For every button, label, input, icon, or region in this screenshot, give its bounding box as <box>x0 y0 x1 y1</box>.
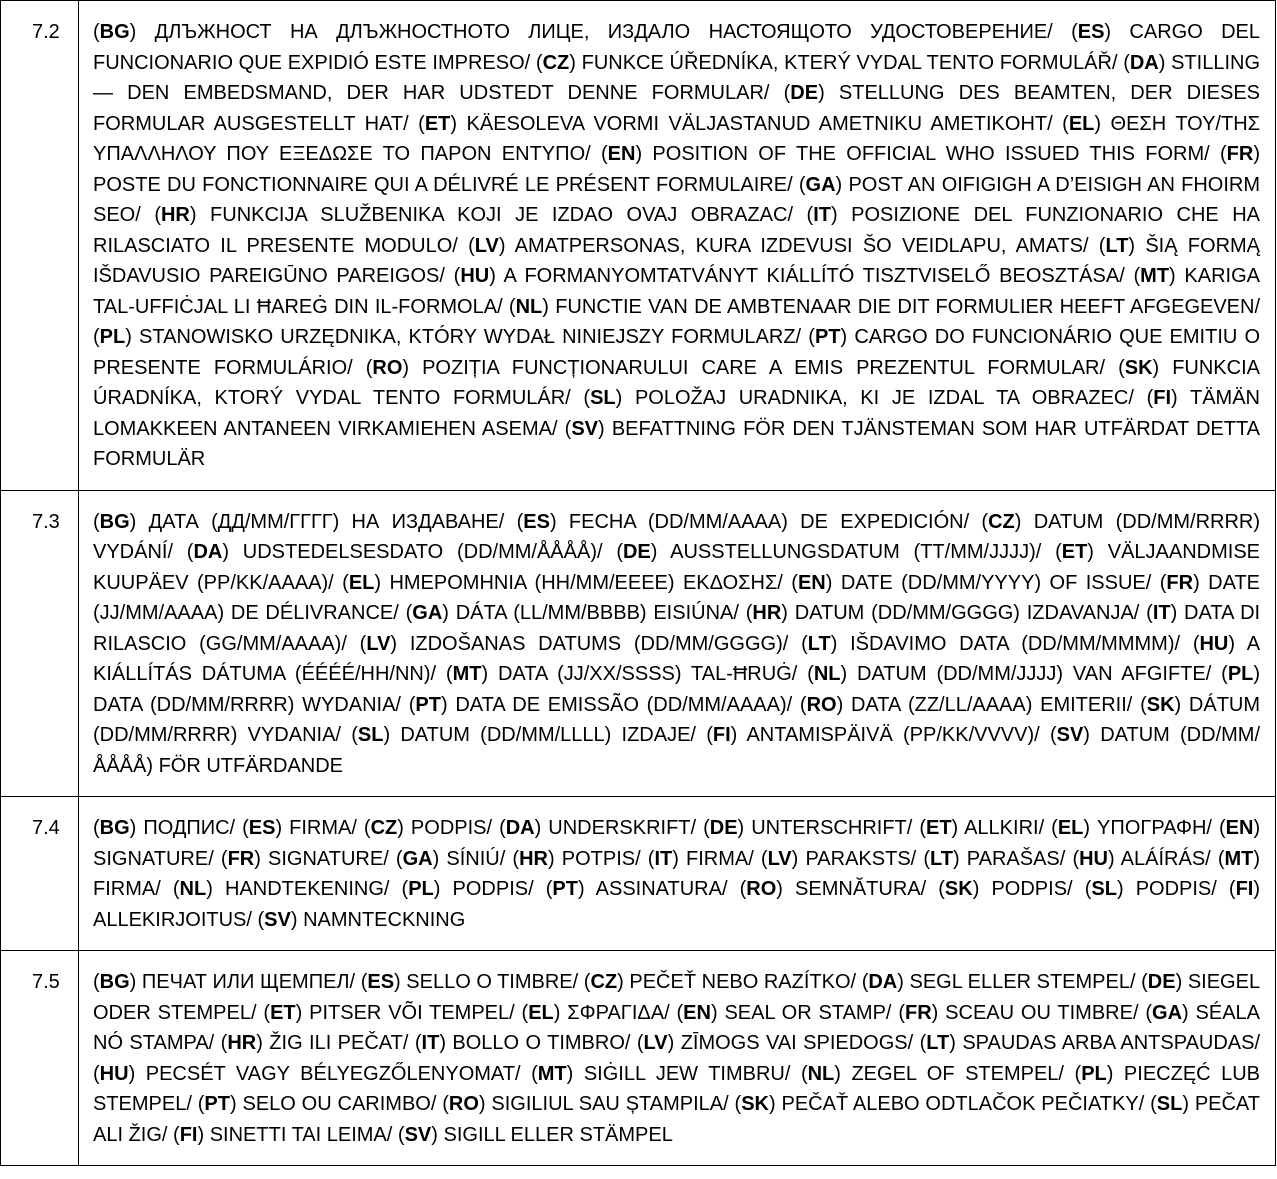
translated-label: UNTERSCHRIFT/ <box>751 817 913 839</box>
translated-label: PECSÉT VAGY BÉLYEGZŐLENYOMAT/ <box>145 1062 521 1085</box>
language-code: LV <box>767 847 792 870</box>
language-code: FI <box>1153 387 1172 409</box>
language-code: RO <box>448 1093 479 1115</box>
language-code: RO <box>372 356 403 379</box>
language-code: MT <box>452 663 482 685</box>
language-code: IT <box>421 1032 440 1054</box>
translated-label: ALLEKIRJOITUS/ <box>93 908 252 931</box>
language-code: SV <box>1056 724 1084 746</box>
language-code: FR <box>905 1001 932 1024</box>
translated-label: ΗΜΕΡΟΜΗΝΙΑ (ΗΗ/ΜΜ/ΕΕΕΕ) ΕΚΔΟΣΗΣ/ <box>389 571 783 594</box>
field-label-translations: (BG) ДЛЪЖНОСТ НА ДЛЪЖНОСТНОТО ЛИЦЕ, ИЗДАЛО НАСТОЯЩОТО УДОСТОВЕРЕНИЕ/ (ES) CARGO DEL FUNCIONARIO QUE EXPIDIÓ ESTE IMPRESO/ (CZ) FUNKCE ÚŘEDNÍKA, KTERÝ VYDAL TENTO FORMULÁŘ/ (DA) STILLING — DEN EMBEDSMAND, DER HAR UDSTEDT DENNE FORMULAR/ (DE) STELLUNG DES BEAMTEN, DER DIESES FORMULAR AUSGESTELLT HAT/ (ET) KÄESOLEVA VORMI VÄLJASTANUD AMETNIKU AMETIKOHT/ (EL) ΘΕΣΗ ΤΟΥ/ΤΗΣ ΥΠΑΛΛΗΛΟΥ ΠΟΥ ΕΞΕΔΩΣΕ ΤΟ ΠΑΡΟΝ ΕΝΤΥΠΟ/ (EN) POSITION OF THE OFFICIAL WHO ISSUED THIS FORM/ (FR) POSTE DU FONCTIONNAIRE QUI A DÉLIVRÉ LE PRÉSENT FORMULAIRE/ (GA) POST AN OIFIGIGH A D’EISIGH AN FHOIRM SEO/ (HR) FUNKCIJA SLUŽBENIKA KOJI JE IZDAO OVAJ OBRAZAC/ (IT) POSIZIONE DEL FUNZIONARIO CHE HA RILASCIATO IL PRESENTE MODULO/ (LV) AMATPERSONAS, KURA IZDEVUSI ŠO VEIDLAPU, AMATS/ (LT) ŠIĄ FORMĄ IŠDAVUSIO PAREIGŪNO PAREIGOS/ (HU) A FORMANYOMTATVÁNYT KIÁLLÍTÓ TISZTVISELŐ BEOSZTÁSA/ (MT) KARIGA TAL-UFFIĊJAL LI ĦAREĠ DIN IL-FORMOLA/ (NL) FUNCTIE VAN DE AMBTENAAR DIE DIT FORMULIER HEEFT AFGEGEVEN/ (PL) STANOWISKO URZĘDNIKA, KTÓRY WYDAŁ NINIEJSZY FORMULARZ/ (PT) CARGO DO FUNCIONÁRIO QUE EMITIU O PRESENTE FORMULÁRIO/ (RO) POZIȚIA FUNCȚIONARULUI CARE A EMIS PREZENTUL FORMULAR/ (SK) FUNKCIA ÚRADNÍKA, KTORÝ VYDAL TENTO FORMULÁR/ (SL) POLOŽAJ URADNIKA, KI JE IZDAL TA OBRAZEC/ (FI) TÄMÄN LOMAKKEEN ANTANEEN VIRKAMIEHEN ASEMA/ (SV) BEFATTNING FÖR DEN TJÄNSTEMAN SOM HAR UTFÄRDAT DETTA FORMULÄR <box>79 1 1276 491</box>
translated-label: SIĠILL JEW TIMBRU/ <box>583 1062 791 1085</box>
language-code: EN <box>1225 817 1254 839</box>
language-code: DA <box>868 971 898 993</box>
translated-label: FIRMA/ <box>289 817 357 839</box>
language-code: HU <box>460 265 490 287</box>
field-number: 7.4 <box>1 797 79 951</box>
translated-label: FIRMA/ <box>686 847 754 870</box>
translated-label: STILLING — DEN EMBEDSMAND, DER HAR UDSTEDT DENNE FORMULAR/ <box>93 51 1261 104</box>
language-code: FR <box>227 847 255 870</box>
translated-label: ALÁÍRÁS/ <box>1120 847 1211 870</box>
translated-label: SEAL OR STAMP/ <box>724 1001 892 1024</box>
language-code: HR <box>160 204 190 226</box>
language-code: CZ <box>370 817 398 839</box>
language-code: BG <box>99 971 130 993</box>
translated-label: DÁTUM (DD/MM/RRRR) VYDANIA/ <box>93 693 1261 746</box>
translated-label: PITSER VÕI TEMPEL/ <box>309 1001 515 1024</box>
translated-label: ΥΠΟΓΡΑΦΗ/ <box>1097 817 1212 839</box>
translated-label: DATE (JJ/MM/AAAA) DE DÉLIVRANCE/ <box>93 571 1260 624</box>
translated-label: FUNKCE ÚŘEDNÍKA, KTERÝ VYDAL TENTO FORMULÁŘ/ <box>581 51 1118 74</box>
translated-label: A FORMANYOMTATVÁNYT KIÁLLÍTÓ TISZTVISELŐ BEOSZTÁSA/ <box>503 265 1125 287</box>
translated-label: A KIÁLLÍTÁS DÁTUMA (ÉÉÉÉ/HH/NN)/ <box>93 632 1261 685</box>
field-label-translations: (BG) ДАТА (ДД/ММ/ГГГГ) НА ИЗДАВАНЕ/ (ES) FECHA (DD/MM/AAAA) DE EXPEDICIÓN/ (CZ) DATUM (DD/MM/RRRR) VYDÁNÍ/ (DA) UDSTEDELSESDATO (DD/MM/ÅÅÅÅ)/ (DE) AUSSTELLUNGSDATUM (TT/MM/JJJJ)/ (ET) VÄLJAANDMISE KUUPÄEV (PP/KK/AAAA)/ (EL) ΗΜΕΡΟΜΗΝΙΑ (ΗΗ/ΜΜ/ΕΕΕΕ) ΕΚΔΟΣΗΣ/ (EN) DATE (DD/MM/YYYY) OF ISSUE/ (FR) DATE (JJ/MM/AAAA) DE DÉLIVRANCE/ (GA) DÁTA (LL/MM/BBBB) EISIÚNA/ (HR) DATUM (DD/MM/GGGG) IZDAVANJA/ (IT) DATA DI RILASCIO (GG/MM/AAAA)/ (LV) IZDOŠANAS DATUMS (DD/MM/GGGG)/ (LT) IŠDAVIMO DATA (DD/MM/MMMM)/ (HU) A KIÁLLÍTÁS DÁTUMA (ÉÉÉÉ/HH/NN)/ (MT) DATA (JJ/XX/SSSS) TAL-ĦRUĠ/ (NL) DATUM (DD/MM/JJJJ) VAN AFGIFTE/ (PL) DATA (DD/MM/RRRR) WYDANIA/ (PT) DATA DE EMISSÃO (DD/MM/AAAA)/ (RO) DATA (ZZ/LL/AAAA) EMITERII/ (SK) DÁTUM (DD/MM/RRRR) VYDANIA/ (SL) DATUM (DD/MM/LLLL) IZDAJE/ (FI) ANTAMISPÄIVÄ (PP/KK/VVVV)/ (SV) DATUM (DD/MM/ÅÅÅÅ) FÖR UTFÄRDANDE <box>79 490 1276 797</box>
translated-label: ANTAMISPÄIVÄ (PP/KK/VVVV)/ <box>746 724 1040 746</box>
translated-label: SIGNATURE/ <box>93 847 214 870</box>
translated-label: ŽIG ILI PEČAT/ <box>269 1032 409 1054</box>
language-code: CZ <box>542 51 570 74</box>
field-number: 7.3 <box>1 490 79 797</box>
translated-label: PODPIS/ <box>991 878 1073 900</box>
translated-label: SELLO O TIMBRE/ <box>406 971 579 993</box>
language-code: HR <box>227 1032 257 1054</box>
field-label-translations: (BG) ПЕЧАТ ИЛИ ЩЕМПЕЛ/ (ES) SELLO O TIMBRE/ (CZ) PEČEŤ NEBO RAZÍTKO/ (DA) SEGL ELLER STEMPEL/ (DE) SIEGEL ODER STEMPEL/ (ET) PITSER VÕI TEMPEL/ (EL) ΣΦΡΑΓΙΔΑ/ (EN) SEAL OR STAMP/ (FR) SCEAU OU TIMBRE/ (GA) SÉALA NÓ STAMPA/ (HR) ŽIG ILI PEČAT/ (IT) BOLLO O TIMBRO/ (LV) ZĪMOGS VAI SPIEDOGS/ (LT) SPAUDAS ARBA ANTSPAUDAS/ (HU) PECSÉT VAGY BÉLYEGZŐLENYOMAT/ (MT) SIĠILL JEW TIMBRU/ (NL) ZEGEL OF STEMPEL/ (PL) PIECZĘĆ LUB STEMPEL/ (PT) SELO OU CARIMBO/ (RO) SIGILIUL SAU ȘTAMPILA/ (SK) PEČAŤ ALEBO ODTLAČOK PEČIATKY/ (SL) PEČAT ALI ŽIG/ (FI) SINETTI TAI LEIMA/ (SV) SIGILL ELLER STÄMPEL <box>79 951 1276 1166</box>
translated-label: HANDTEKENING/ <box>224 878 390 900</box>
language-code: ES <box>523 510 550 533</box>
language-code: FI <box>179 1123 198 1146</box>
translated-label: PIECZĘĆ LUB STEMPEL/ <box>93 1062 1261 1115</box>
translated-label: IŠDAVIMO DATA (DD/MM/MMMM)/ <box>850 632 1181 655</box>
language-code: ET <box>424 112 451 135</box>
language-code: DE <box>790 82 819 104</box>
translated-label: VÄLJAANDMISE KUUPÄEV (PP/KK/AAAA)/ <box>93 541 1260 594</box>
translated-label: ZĪMOGS VAI SPIEDOGS/ <box>680 1032 914 1054</box>
language-code: DA <box>1129 51 1159 74</box>
translated-label: DATUM (DD/MM/ÅÅÅÅ) FÖR UTFÄRDANDE <box>93 724 1261 777</box>
language-code: GA <box>1152 1001 1183 1024</box>
translated-label: DATUM (DD/MM/RRRR) VYDÁNÍ/ <box>93 510 1261 563</box>
language-code: LT <box>807 632 831 655</box>
translated-label: KÄESOLEVA VORMI VÄLJASTANUD AMETNIKU AMETIKOHT/ <box>466 112 1053 135</box>
language-code: SL <box>1156 1093 1183 1115</box>
translated-label: SCEAU OU TIMBRE/ <box>945 1001 1139 1024</box>
language-code: FR <box>1166 571 1194 594</box>
language-code: SV <box>264 908 291 931</box>
language-code: BG <box>99 21 130 43</box>
language-code: ES <box>1077 21 1105 43</box>
table-row <box>1 951 1276 1166</box>
translated-label: SEGL ELLER STEMPEL/ <box>909 971 1136 993</box>
table-row <box>1 490 1276 797</box>
translated-label: POZIȚIA FUNCȚIONARULUI CARE A EMIS PREZENTUL FORMULAR/ <box>422 356 1106 379</box>
language-code: PL <box>1227 663 1254 685</box>
field-number: 7.5 <box>1 951 79 1166</box>
translated-label: IZDOŠANAS DATUMS (DD/MM/GGGG)/ <box>409 632 789 655</box>
language-code: HU <box>1079 847 1108 870</box>
translated-label: KARIGA TAL-UFFIĊJAL LI ĦAREĠ DIN IL-FORMOLA/ <box>93 265 1260 318</box>
translated-label: ПОДПИС/ <box>143 817 236 839</box>
translated-label: PEČAT ALI ŽIG/ <box>93 1093 1261 1146</box>
translated-label: BOLLO O TIMBRO/ <box>452 1032 631 1054</box>
translated-label: DÁTA (LL/MM/BBBB) EISIÚNA/ <box>455 602 739 624</box>
table-row <box>1 1 1276 491</box>
language-code: FR <box>1226 143 1254 165</box>
translated-label: TÄMÄN LOMAKKEEN ANTANEEN VIRKAMIEHEN ASEMA/ <box>93 387 1260 440</box>
language-code: HR <box>752 602 782 624</box>
translated-label: DATA DE EMISSÃO (DD/MM/AAAA)/ <box>455 693 793 716</box>
language-code: HR <box>519 847 548 870</box>
language-code: SL <box>590 387 616 409</box>
language-code: MT <box>1140 265 1170 287</box>
translated-label: SÍNIÚ/ <box>446 847 506 870</box>
translated-label: PODPIS/ <box>1135 878 1217 900</box>
translated-label: CARGO DO FUNCIONÁRIO QUE EMITIU O PRESENTE FORMULÁRIO/ <box>93 326 1261 379</box>
language-code: BG <box>99 510 130 533</box>
language-code: DE <box>622 541 651 563</box>
language-code: NL <box>179 878 207 900</box>
table-body <box>1 1 1276 1166</box>
translated-label: POSTE DU FONCTIONNAIRE QUI A DÉLIVRÉ LE PRÉSENT FORMULAIRE/ <box>93 173 793 196</box>
language-code: HU <box>99 1062 129 1085</box>
translated-label: UDSTEDELSESDATO (DD/MM/ÅÅÅÅ)/ <box>242 541 603 563</box>
translated-label: SINETTI TAI LEIMA/ <box>209 1123 393 1146</box>
language-code: DE <box>1147 971 1176 993</box>
language-code: CZ <box>988 510 1015 533</box>
translated-label: POLOŽAJ URADNIKA, KI JE IZDAL TA OBRAZEC/ <box>634 387 1134 409</box>
translated-label: ДЛЪЖНОСТ НА ДЛЪЖНОСТНОТО ЛИЦЕ, ИЗДАЛО НАСТОЯЩОТО УДОСТОВЕРЕНИЕ/ <box>154 21 1053 43</box>
language-code: MT <box>537 1062 567 1085</box>
language-code: NL <box>813 663 841 685</box>
language-code: SK <box>944 878 973 900</box>
translated-label: PODPIS/ <box>452 878 534 900</box>
translated-label: STELLUNG DES BEAMTEN, DER DIESES FORMULAR AUSGESTELLT HAT/ <box>93 82 1261 135</box>
translated-label: ŠIĄ FORMĄ IŠDAVUSIO PAREIGŪNO PAREIGOS/ <box>93 234 1261 287</box>
language-code: GA <box>402 847 433 870</box>
language-code: LT <box>1105 234 1129 257</box>
language-code: DA <box>505 817 535 839</box>
translated-label: DATUM (DD/MM/JJJJ) VAN AFGIFTE/ <box>857 663 1212 685</box>
translated-label: SÉALA NÓ STAMPA/ <box>93 1001 1261 1054</box>
language-code: DA <box>193 541 223 563</box>
translated-label: FUNKCIJA SLUŽBENIKA KOJI JE IZDAO OVAJ OBRAZAC/ <box>210 204 794 226</box>
language-code: LV <box>366 632 391 655</box>
language-code: SV <box>404 1123 432 1146</box>
language-code: IT <box>1152 602 1171 624</box>
translated-label: SIGNATURE/ <box>268 847 389 870</box>
translated-label: CARGO DEL FUNCIONARIO QUE EXPIDIÓ ESTE IMPRESO/ <box>93 21 1260 74</box>
translated-label: PEČEŤ NEBO RAZÍTKO/ <box>629 971 857 993</box>
language-code: LV <box>643 1032 668 1054</box>
translated-label: ΘΕΣΗ ΤΟΥ/ΤΗΣ ΥΠΑΛΛΗΛΟΥ ΠΟΥ ΕΞΕΔΩΣΕ ΤΟ ΠΑΡΟΝ ΕΝΤΥΠΟ/ <box>93 112 1261 165</box>
translated-label: PODPIS/ <box>410 817 493 839</box>
translated-label: PEČAŤ ALEBO ODTLAČOK PEČIATKY/ <box>781 1093 1145 1115</box>
field-label-translations: (BG) ПОДПИС/ (ES) FIRMA/ (CZ) PODPIS/ (DA) UNDERSKRIFT/ (DE) UNTERSCHRIFT/ (ET) ALLKIRI/ (EL) ΥΠΟΓΡΑΦΗ/ (EN) SIGNATURE/ (FR) SIGNATURE/ (GA) SÍNIÚ/ (HR) POTPIS/ (IT) FIRMA/ (LV) PARAKSTS/ (LT) PARAŠAS/ (HU) ALÁÍRÁS/ (MT) FIRMA/ (NL) HANDTEKENING/ (PL) PODPIS/ (PT) ASSINATURA/ (RO) SEMNĂTURA/ (SK) PODPIS/ (SL) PODPIS/ (FI) ALLEKIRJOITUS/ (SV) NAMNTECKNING <box>79 797 1276 951</box>
language-code: LT <box>926 1032 950 1054</box>
translated-label: FECHA (DD/MM/AAAA) DE EXPEDICIÓN/ <box>568 510 970 533</box>
translated-label: FIRMA/ <box>93 878 161 900</box>
translated-label: POSIZIONE DEL FUNZIONARIO CHE HA RILASCIATO IL PRESENTE MODULO/ <box>93 204 1261 257</box>
translated-label: PARAKSTS/ <box>805 847 917 870</box>
translated-label: DATA DI RILASCIO (GG/MM/AAAA)/ <box>93 602 1261 655</box>
language-code: PT <box>814 326 841 348</box>
translated-label: DATA (ZZ/LL/AAAA) EMITERII/ <box>850 693 1133 716</box>
language-code: EN <box>607 143 636 165</box>
translated-label: AMATPERSONAS, KURA IZDEVUSI ŠO VEIDLAPU, AMATS/ <box>514 234 1089 257</box>
language-code: SK <box>741 1093 769 1115</box>
translated-label: BEFATTNING FÖR DEN TJÄNSTEMAN SOM HAR UTFÄRDAT DETTA FORMULÄR <box>93 417 1261 470</box>
language-code: MT <box>1224 847 1254 870</box>
translated-label: AUSSTELLUNGSDATUM (TT/MM/JJJJ)/ <box>670 541 1042 563</box>
translated-label: ΣΦΡΑΓΙΔΑ/ <box>567 1001 670 1024</box>
language-code: EN <box>683 1001 711 1024</box>
language-code: CZ <box>590 971 618 993</box>
language-code: NL <box>807 1062 835 1085</box>
translated-label: ALLKIRI/ <box>964 817 1045 839</box>
language-code: ET <box>925 817 952 839</box>
language-code: FI <box>1235 878 1254 900</box>
language-code: HU <box>1199 632 1229 655</box>
translated-label: FUNKCIA ÚRADNÍKA, KTORÝ VYDAL TENTO FORMULÁR/ <box>93 356 1260 409</box>
translated-label: PARAŠAS/ <box>966 847 1066 870</box>
translated-label: NAMNTECKNING <box>303 908 466 931</box>
field-number: 7.2 <box>1 1 79 491</box>
translated-label: DATA (DD/MM/RRRR) WYDANIA/ <box>93 693 401 716</box>
language-code: FI <box>712 724 731 746</box>
language-code: EL <box>1068 112 1095 135</box>
language-code: PT <box>552 878 578 900</box>
translated-label: DATE (DD/MM/YYYY) OF ISSUE/ <box>840 571 1152 594</box>
translated-label: DATA (JJ/XX/SSSS) TAL-ĦRUĠ/ <box>497 663 798 685</box>
translated-label: DATUM (DD/MM/GGGG) IZDAVANJA/ <box>794 602 1140 624</box>
translated-label: STANOWISKO URZĘDNIKA, KTÓRY WYDAŁ NINIEJSZY FORMULARZ/ <box>139 326 802 348</box>
translated-label: POST AN OIFIGIGH A D’EISIGH AN FHOIRM SEO/ <box>93 173 1260 226</box>
translated-label: ASSINATURA/ <box>595 878 728 900</box>
language-code: SK <box>1124 356 1153 379</box>
language-code: ET <box>1061 541 1088 563</box>
language-code: IT <box>813 204 831 226</box>
language-code: PL <box>99 326 126 348</box>
translated-label: POSITION OF THE OFFICIAL WHO ISSUED THIS FORM/ <box>652 143 1210 165</box>
language-code: EL <box>348 571 375 594</box>
language-code: SV <box>571 417 599 440</box>
translated-label: SEMNĂTURA/ <box>795 878 927 900</box>
translated-label: SIEGEL ODER STEMPEL/ <box>93 971 1261 1024</box>
language-code: DE <box>709 817 738 839</box>
language-code: GA <box>805 173 836 196</box>
translated-label: SIGILIUL SAU ȘTAMPILA/ <box>491 1093 729 1115</box>
language-code: PT <box>415 693 441 716</box>
language-code: ES <box>367 971 395 993</box>
language-code: ET <box>270 1001 296 1024</box>
language-code: PT <box>204 1093 230 1115</box>
language-code: SK <box>1146 693 1175 716</box>
translated-label: ДАТА (ДД/ММ/ГГГГ) НА ИЗДАВАНЕ/ <box>148 510 505 533</box>
language-code: SL <box>1091 878 1117 900</box>
translated-label: ZEGEL OF STEMPEL/ <box>851 1062 1064 1085</box>
language-code: NL <box>515 295 543 318</box>
language-code: ES <box>248 817 276 839</box>
translated-label: POTPIS/ <box>561 847 641 870</box>
translated-label: SIGILL ELLER STÄMPEL <box>443 1123 673 1146</box>
language-code: RO <box>806 693 837 716</box>
translated-label: DATUM (DD/MM/LLLL) IZDAJE/ <box>400 724 696 746</box>
language-code: RO <box>746 878 777 900</box>
language-code: EN <box>797 571 826 594</box>
language-code: IT <box>654 847 673 870</box>
language-code: GA <box>412 602 443 624</box>
table-row <box>1 797 1276 951</box>
translated-label: SPAUDAS ARBA ANTSPAUDAS/ <box>962 1032 1261 1054</box>
translated-label: ПЕЧАТ ИЛИ ЩЕМПЕЛ/ <box>141 971 356 993</box>
language-code: LV <box>474 234 499 257</box>
language-code: EL <box>528 1001 554 1024</box>
language-code: SL <box>357 724 384 746</box>
language-code: EL <box>1057 817 1084 839</box>
language-code: BG <box>99 817 130 839</box>
translated-label: FUNCTIE VAN DE AMBTENAAR DIE DIT FORMULIER HEEFT AFGEGEVEN/ <box>555 295 1261 318</box>
language-code: LT <box>930 847 953 870</box>
language-code: PL <box>1081 1062 1107 1085</box>
language-code: PL <box>408 878 434 900</box>
translated-label: SELO OU CARIMBO/ <box>242 1093 437 1115</box>
translated-label: UNDERSKRIFT/ <box>548 817 697 839</box>
